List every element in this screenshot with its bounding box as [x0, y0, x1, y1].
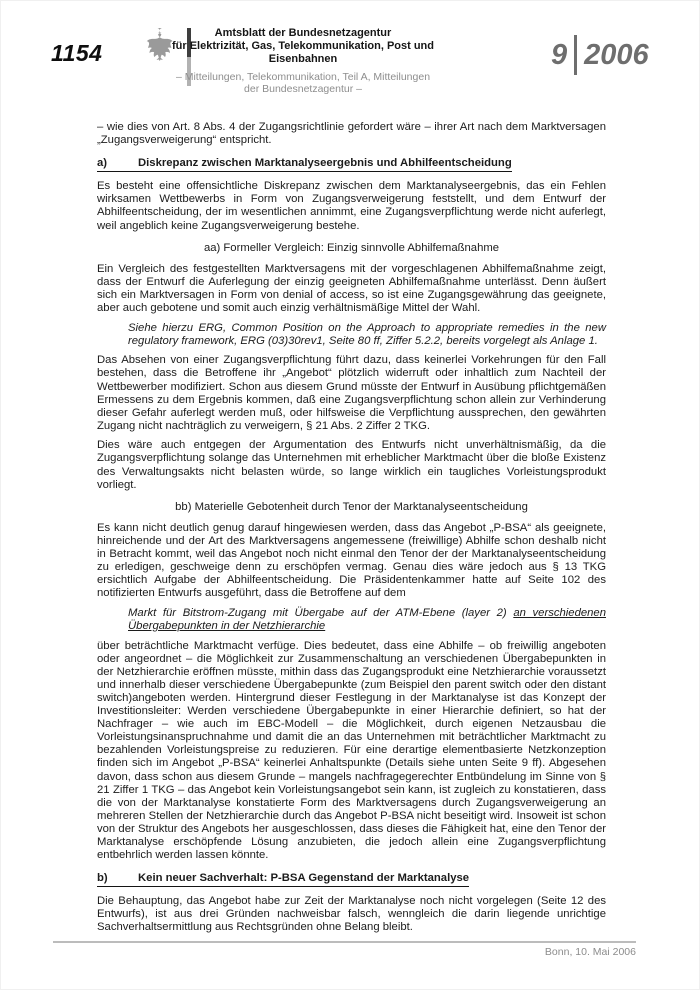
issue-number: 9 [551, 38, 568, 71]
section-label: a) [97, 157, 108, 170]
paragraph: Ein Vergleich des festgestellten Marktversagens mit der vorgeschlagenen Abhilfemaßnahme zeigt, dass der Entwurf die Auferlegung der einzig geeigneten Abhilfemaßnahme unterlässt. Denn äußert sich ein Marktversagen in Form von denial of access, so ist eine Zugangsgewährung das geeignete, aber auch gebotene und somit auch einzig verhältnismäßige Mittel der Wahl. [97, 262, 606, 315]
section-heading-text: Kein neuer Sachverhalt: P-BSA Gegenstand der Marktanalyse [138, 872, 470, 885]
paragraph: Die Behauptung, das Angebot habe zur Zeit der Marktanalyse noch nicht vorgelegen (Seite 12 des Entwurfs), ist aus drei Gründen nachweisbar falsch, wenngleich die darin liegende unrichtige Sachverhaltsermittlung aus Rechtsgründen ohne Belang bleibt. [97, 895, 606, 934]
section-heading-b [97, 872, 469, 887]
section-heading-text: Diskrepanz zwischen Marktanalyseergebnis und Abhilfeentscheidung [138, 157, 512, 170]
citation-block: Siehe hierzu ERG, Common Position on the Approach to appropriate remedies in the new regulatory framework, ERG (03)30rev1, Seite 80 ff, Ziffer 5.2.2, bereits vorgelegt als Anlage 1. [128, 321, 606, 347]
journal-subtitle: – Mitteilungen, Telekommunikation, Teil A, Mitteilungen der Bundesnetzagentur – [175, 71, 431, 95]
issue-badge [551, 35, 649, 75]
masthead [167, 27, 439, 95]
paragraph: – wie dies von Art. 8 Abs. 4 der Zugangsrichtlinie gefordert wäre – ihrer Art nach dem Marktversagen „Zugangsverweigerung“ entspricht. [97, 121, 606, 147]
page-number: 1154 [51, 40, 103, 66]
market-definition-quote [128, 607, 606, 633]
document-body [97, 121, 606, 941]
footer-dateline: Bonn, 10. Mai 2006 [544, 946, 636, 958]
journal-title-line2: für Elektrizität, Gas, Telekommunikation, Post und Eisenbahnen [171, 40, 434, 65]
quote-text: Markt für Bitstrom-Zugang mit Übergabe auf der ATM-Ebene (layer 2) [128, 606, 514, 619]
paragraph: Dies wäre auch entgegen der Argumentation des Entwurfs nicht unverhältnismäßig, da die Zugangsverpflichtung solange das Unternehmen mit erheblicher Marktmacht über die bloße Existenz des Verwaltungsakts nicht belasten würde, so lange wirklich ein taugliches Vorleistungsprodukt vorliegt. [97, 439, 606, 491]
subsection-heading-bb: bb) Materielle Gebotenheit durch Tenor der Marktanalyseentscheidung [175, 500, 528, 513]
issue-divider-bar [574, 35, 577, 75]
issue-year: 2006 [584, 38, 649, 71]
section-label: b) [97, 872, 108, 885]
page-footer [53, 941, 636, 958]
paragraph: Das Absehen von einer Zugangsverpflichtung führt dazu, dass keinerlei Vorkehrungen für den Fall bestehen, dass die Betroffene ihr „Angebot“ plötzlich widerruft oder inhaltlich zum Nachteil der Wettbewerber modifiziert. Schon aus diesem Grund müsste der Entwurf in Ausübung pflichtgemäßen Ermessens zu dem Ergebnis kommen, daß eine Zugangsverpflichtung schon allein zur Verhinderung dieser Gefahr auferlegt werden muß, oder hilfsweise die Verpflichtung aussprechen, den gewährten Zugang nicht nachträglich zu verweigern, § 21 Abs. 2 Ziffer 2 TKG. [97, 354, 606, 432]
paragraph: über beträchtliche Marktmacht verfüge. Dies bedeutet, dass eine Abhilfe – ob freiwillig angeboten oder angeordnet – die Möglichkeit zur Zusammenschaltung an verschiedenen Übergabepunkten in der Netzhierarchie eröffnen müsste, mithin dass das Zugangsprodukt eine Netzhierarchie voraussetzt und innerhalb dieser verschiedene Übergabepunkte (zum Beispiel den parent switch oder den distant switch)angeboten werden. Hintergrund dieser Festlegung in der Marktanalyse ist das Konzept der Investitionsleiter: Werden verschiedene Übergabepunkte in einer Hierarchie definiert, so hat der Nachfrager – wie auch im EBC-Modell – die Möglichkeit, durch eigenen Netzausbau die Vorleistungsinanspruchnahme und damit die an das Unternehmen mit beträchtlicher Marktmacht zu bezahlenden Vorleistungspreise zu reduzieren. Für eine derartige elementbasierte Netzkonzeption finden sich im Angebot „P-BSA“ keinerlei Anhaltspunkte (Details siehe unten Seite 9 ff). Abgesehen davon, dass schon aus diesem Grunde – mangels nachfragegerechter Entbündelung im Sinne von § 21 Ziffer 1 TKG – das Angebot kein Vorleistungsangebot sein kann, ist zugleich zu konstatieren, dass die von der Marktanalyse konstatierte Form des Marktversagens durch Zugangsverweigerung an mehreren Stellen der Netzhierarchie durch das Angebot P-BSA nicht beseitigt wird. Insoweit ist schon von der Struktur des Angebots her ausgeschlossen, dass dieses die Fähigkeit hat, eine den Tenor der Marktanalyse erschöpfende Lösung anzubieten, die jedoch allein eine Zugangsverpflichtung entbehrlich werden lassen könnte. [97, 639, 606, 862]
journal-title-line1: Amtsblatt der Bundesnetzagentur [214, 27, 392, 39]
paragraph: Es kann nicht deutlich genug darauf hingewiesen werden, dass das Angebot „P-BSA“ als geeignete, hinreichende und der Art des Marktversagens angemessene (freiwillige) Abhilfe schon deshalb nicht in Betracht kommt, weil das Angebot noch nicht einmal den Tenor der der Marktanalyseentscheidung zu erledigen, geschweige denn zu erschöpfen vermag. Genau dies wäre jedoch aus § 13 TKG ersichtlich Aufgabe der Abhilfeentscheidung. Die Präsidentenkammer hatte auf Seite 102 des notifizierten Entwurfs ausgeführt, dass die Betroffene auf dem [97, 521, 606, 600]
section-heading-a [97, 157, 512, 172]
quote-underlined-text: an verschiedenen Übergabepunkten in der Netzhierarchie [128, 606, 606, 632]
paragraph: Es besteht eine offensichtliche Diskrepanz zwischen dem Marktanalyseergebnis, das ein Fehlen wirksamen Wettbewerbs in Form von Zugangsverweigerung feststellt, und dem Entwurf der Abhilfeentscheidung, der im wesentlichen annimmt, eine Zugangsverpflichtung werde nicht auferlegt, weil angeblich keine Zugangsverweigerung bestehe. [97, 180, 606, 232]
subsection-heading-aa: aa) Formeller Vergleich: Einzig sinnvolle Abhilfemaßnahme [203, 241, 500, 254]
